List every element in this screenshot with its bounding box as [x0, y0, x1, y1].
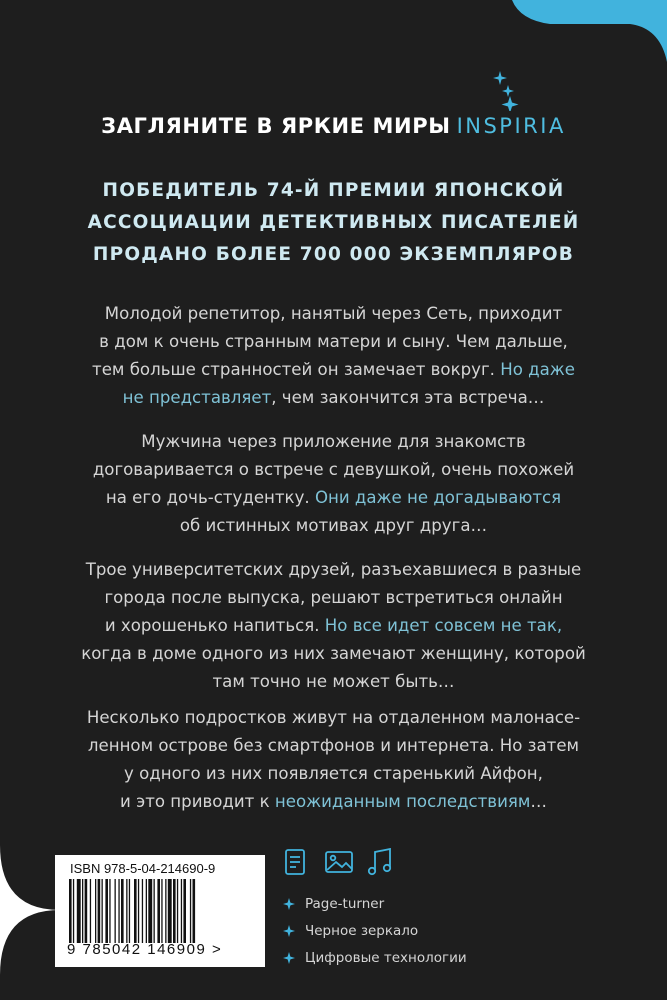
barcode-bar	[115, 879, 116, 943]
text-line: Несколько подростков живут на отдаленном малонасе-	[86, 708, 581, 727]
star-icon	[283, 925, 295, 937]
text-line: там точно не может быть…	[212, 672, 455, 691]
text-fragment: на его дочь-студентку.	[105, 488, 315, 507]
text-line	[30, 484, 637, 512]
barcode-bar	[69, 879, 72, 943]
tag-label: Цифровые технологии	[305, 949, 467, 966]
sales-heading: ПРОДАНО БОЛЕЕ 700 000 ЭКЗЕМПЛЯРОВ	[92, 244, 575, 265]
text-line: ленном острове без смартфонов и интернета. Но затем	[87, 736, 580, 755]
isbn-label: ISBN 978-5-04-214690-9	[70, 861, 216, 876]
ebook-icon	[286, 850, 304, 874]
barcode-bar	[177, 879, 178, 943]
tag-item	[283, 890, 467, 917]
barcode-bar	[154, 879, 155, 943]
barcode-bar	[126, 879, 127, 943]
genre-tags	[283, 890, 467, 971]
barcode-bar	[142, 879, 143, 943]
barcode-bar	[121, 879, 124, 943]
brand-name: INSPIRIA	[456, 114, 566, 138]
barcode-bar	[105, 879, 108, 943]
text-line: договаривается о встрече с девушкой, очень похожей	[92, 460, 575, 479]
synopsis-paragraph-4	[30, 704, 637, 816]
format-icons	[284, 848, 394, 878]
barcode-bar	[73, 879, 74, 943]
text-line: когда в доме одного из них замечают женщину, которой	[81, 644, 586, 663]
highlight-text: не представляет	[122, 388, 272, 407]
barcode-bar	[190, 879, 191, 943]
highlight-text: Они даже не догадываются	[314, 488, 562, 507]
text-line: Молодой репетитор, нанятый через Сеть, приходит	[104, 304, 563, 323]
text-fragment: …	[530, 792, 547, 811]
brand-slogan: ЗАГЛЯНИТЕ В ЯРКИЕ МИРЫ	[101, 114, 451, 138]
tag-label: Page-turner	[305, 895, 385, 912]
tag-item	[283, 944, 467, 971]
brand-tab	[512, 0, 667, 62]
text-fragment: и это приводит к	[120, 792, 275, 811]
award-heading	[0, 175, 667, 239]
tag-item	[283, 917, 467, 944]
award-line-2: АССОЦИАЦИИ ДЕТЕКТИВНЫХ ПИСАТЕЛЕЙ	[87, 212, 580, 233]
barcode-bar	[77, 879, 81, 943]
barcode-bar	[98, 879, 101, 943]
text-line	[30, 356, 637, 384]
barcode-bar	[161, 879, 162, 943]
text-line: в дом к очень странным матери и сыну. Чем дальше,	[99, 332, 568, 351]
text-fragment: тем больше странностей он замечает вокруг.	[92, 360, 501, 379]
barcode-bar	[85, 879, 88, 943]
text-line: Трое университетских друзей, разъехавшиеся в разные	[85, 560, 582, 579]
barcode-bar	[181, 879, 182, 943]
barcode-bar	[102, 879, 103, 943]
brand-line	[0, 114, 667, 138]
barcode-bar	[157, 879, 160, 943]
text-line	[30, 384, 637, 412]
text-line	[30, 612, 637, 640]
synopsis-paragraph-2	[30, 428, 637, 540]
text-line: у одного из них появляется старенький Айфон,	[124, 764, 543, 783]
star-icon	[283, 898, 295, 910]
synopsis-paragraph-3	[30, 556, 637, 696]
text-fragment: , чем закончится эта встреча…	[271, 388, 545, 407]
barcode-bar	[118, 879, 119, 943]
barcode-bar	[138, 879, 139, 943]
barcode-bar	[173, 879, 176, 943]
barcode-bar	[134, 879, 137, 943]
tag-label: Черное зеркало	[305, 922, 419, 939]
barcode-bar	[183, 879, 186, 943]
barcode-bars	[67, 879, 253, 943]
barcode-bar	[95, 879, 96, 943]
text-line: города после выпуска, решают встретиться онлайн	[104, 588, 563, 607]
text-line: об истинных мотивах друг друга…	[179, 516, 488, 535]
sparkle-icon	[493, 71, 519, 111]
corner-notch	[0, 845, 60, 975]
barcode	[55, 855, 265, 967]
barcode-bar	[168, 879, 172, 943]
barcode-bar	[129, 879, 130, 943]
barcode-bar	[90, 879, 91, 943]
text-line: Мужчина через приложение для знакомств	[141, 432, 526, 451]
barcode-bar	[82, 879, 83, 943]
barcode-bar	[165, 879, 166, 943]
barcode-bar	[193, 879, 196, 943]
barcode-number: 9 785042 146909 >	[67, 941, 223, 958]
synopsis-paragraph-1	[30, 300, 637, 412]
barcode-bar	[146, 879, 147, 943]
highlight-text: Но все идет совсем не так,	[324, 616, 563, 635]
highlight-text: неожиданным последствиям	[274, 792, 531, 811]
music-note-icon	[369, 849, 390, 874]
award-line-1: ПОБЕДИТЕЛЬ 74-Й ПРЕМИИ ЯПОНСКОЙ	[102, 180, 565, 201]
text-line	[30, 788, 637, 816]
star-icon	[283, 952, 295, 964]
image-icon	[326, 852, 352, 872]
barcode-bar	[148, 879, 152, 943]
barcode-bar	[109, 879, 110, 943]
highlight-text: Но даже	[500, 360, 575, 379]
text-fragment: и хорошенько напиться.	[104, 616, 325, 635]
